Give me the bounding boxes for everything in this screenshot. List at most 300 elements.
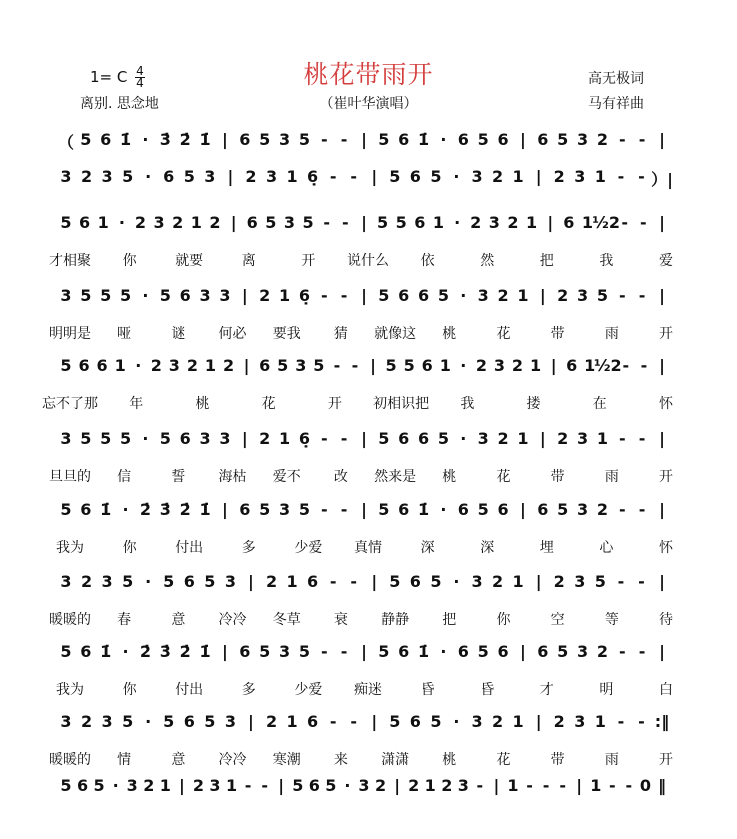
lyric-word: 心: [599, 540, 614, 556]
note: 3: [209, 776, 221, 795]
lyric-word: 多: [241, 682, 256, 698]
note: 6: [183, 712, 195, 731]
note: 2: [497, 286, 509, 305]
note: ·: [460, 429, 467, 448]
lyric-word: 怀: [659, 540, 673, 556]
note: 1̇: [199, 130, 211, 149]
note: 3: [283, 213, 296, 232]
barline: |: [370, 356, 376, 375]
barline: |: [550, 356, 557, 375]
note: -: [617, 167, 625, 186]
barline: |: [394, 776, 401, 795]
note: ·: [122, 500, 129, 519]
note: -: [638, 500, 646, 519]
note: ½2: [593, 356, 622, 375]
note: 6: [537, 500, 549, 519]
note: 1: [526, 213, 538, 232]
note: 6: [308, 776, 320, 795]
notation-line: [0, 286, 737, 310]
note: 2: [265, 712, 278, 731]
note: 5: [93, 776, 105, 795]
lyric-word: 付出: [175, 682, 204, 698]
note: 2: [408, 776, 420, 795]
note: 2̇: [179, 130, 191, 149]
note: 2: [596, 130, 608, 149]
note: 5: [277, 356, 289, 375]
note: 5: [557, 642, 569, 661]
lyric-word: 桃: [442, 469, 457, 485]
notation-line: [0, 572, 737, 596]
note: 6̣: [298, 286, 310, 305]
note: 2: [192, 776, 205, 795]
note: 5: [265, 213, 277, 232]
lyric-word: 开: [659, 326, 673, 342]
note: 6: [239, 130, 251, 149]
barline: |: [659, 429, 665, 448]
note: 5: [159, 286, 171, 305]
note: 2̇: [139, 642, 152, 661]
note: 3: [199, 429, 211, 448]
note: 5: [395, 213, 407, 232]
note: 2: [80, 572, 93, 591]
lyrics-line: [0, 537, 737, 557]
note: 3: [477, 286, 489, 305]
note: -: [329, 167, 337, 186]
note: 2: [492, 712, 504, 731]
note: -: [340, 500, 348, 519]
note: 2: [209, 213, 221, 232]
note: -: [609, 776, 616, 795]
note: 3: [576, 500, 589, 519]
note: 6: [80, 642, 92, 661]
note: 6̣: [307, 167, 319, 186]
barline: |: [539, 429, 546, 448]
note: 3: [278, 500, 291, 519]
lyric-word: 开: [301, 253, 316, 269]
lyric-word: 花: [496, 326, 511, 342]
lyric-word: 春: [117, 612, 132, 628]
lyric-word: 谜: [171, 326, 186, 342]
barline: |: [361, 213, 367, 232]
note: 2: [259, 286, 271, 305]
note: 2: [507, 213, 519, 232]
lyric-word: 忘不了那: [42, 396, 98, 412]
barline: |: [659, 356, 665, 375]
note: 2: [511, 356, 524, 375]
key-label: 1= C: [90, 68, 128, 86]
lyric-word: 少爱: [294, 682, 323, 698]
note: 3: [60, 572, 72, 591]
barline: |: [371, 712, 378, 731]
note: 5: [122, 572, 134, 591]
lyric-word: 我: [460, 396, 475, 412]
song-title: 桃花带雨开: [303, 60, 434, 89]
barline: |: [248, 572, 254, 591]
note: 5: [430, 712, 442, 731]
note: -: [342, 213, 349, 232]
note: 2: [557, 429, 569, 448]
barline: |: [520, 642, 526, 661]
lyric-word: 哑: [117, 326, 132, 342]
note: 3: [168, 356, 180, 375]
lyric-word: 桃: [442, 752, 457, 768]
note: -: [622, 356, 630, 375]
note: 1: [581, 213, 594, 232]
note: 6: [100, 130, 112, 149]
note: 1: [278, 286, 291, 305]
note: 2: [497, 429, 509, 448]
note: 6: [398, 429, 410, 448]
note: 3: [576, 429, 589, 448]
lyric-word: 寒潮: [272, 752, 301, 768]
note: 5: [378, 130, 390, 149]
note: -: [618, 642, 626, 661]
lyrics-line: [0, 323, 737, 343]
note: 6: [497, 130, 509, 149]
note: 3̇: [159, 642, 171, 661]
note: 3: [126, 776, 138, 795]
note: 6: [307, 572, 319, 591]
note: 5: [298, 500, 310, 519]
barline: |: [659, 130, 665, 149]
lyric-word: 深: [480, 540, 495, 556]
lyric-word: 爱不: [272, 469, 301, 485]
note: -: [261, 776, 268, 795]
note: 3: [471, 712, 483, 731]
note: 2: [441, 776, 453, 795]
note: 6: [307, 712, 319, 731]
note: 2: [596, 642, 608, 661]
note: 6: [239, 500, 251, 519]
score-line: [0, 167, 737, 199]
barline: |: [659, 286, 665, 305]
note: 1: [517, 286, 529, 305]
lyric-word: 在: [592, 396, 607, 412]
note: 6: [398, 286, 410, 305]
note: 6: [409, 572, 421, 591]
note: -: [340, 429, 348, 448]
notation-line: [0, 776, 737, 800]
note: 3: [471, 167, 483, 186]
lyric-word: 白: [659, 682, 673, 698]
note: -: [350, 167, 358, 186]
score-line: [0, 356, 737, 412]
note: 2: [553, 712, 565, 731]
lyric-word: 我为: [56, 540, 84, 556]
note: 5: [477, 642, 489, 661]
note: 3: [199, 286, 211, 305]
note: 6: [183, 572, 195, 591]
note: -: [244, 776, 252, 795]
lyric-word: 来: [333, 752, 348, 768]
barline: |: [361, 642, 367, 661]
lyric-word: 才相聚: [49, 253, 91, 269]
lyric-word: 怀: [659, 396, 673, 412]
lyric-word: 桃: [442, 326, 457, 342]
note: 6: [179, 286, 191, 305]
note: 6: [80, 500, 92, 519]
lyric-word: 说什么: [347, 253, 389, 269]
note: 1: [596, 429, 608, 448]
note: ·: [118, 213, 125, 232]
note: 1: [594, 712, 606, 731]
note: 1: [286, 167, 298, 186]
lyric-word: 我: [599, 253, 614, 269]
note: 2: [172, 213, 184, 232]
lyric-word: 暖暖的: [49, 612, 91, 628]
note: 1: [432, 213, 445, 232]
lyric-word: 冷冷: [218, 612, 247, 628]
lyric-word: 你: [122, 682, 137, 698]
barline: |: [243, 356, 250, 375]
note: 5: [183, 167, 195, 186]
note: 5: [259, 130, 271, 149]
note: 5: [60, 356, 72, 375]
lyric-word: 花: [261, 396, 276, 412]
note: 6: [457, 642, 469, 661]
time-bottom: 4: [136, 76, 144, 90]
note: 6: [163, 167, 175, 186]
note: 3: [60, 712, 72, 731]
note: 3: [278, 642, 291, 661]
note: 1: [512, 572, 524, 591]
lyric-word: 静静: [381, 612, 410, 628]
lyric-word: 空: [550, 612, 565, 628]
note: -: [320, 429, 328, 448]
note: 1̇: [418, 642, 430, 661]
note: 6: [179, 429, 191, 448]
note: 2: [553, 572, 565, 591]
note: 6: [398, 642, 410, 661]
note: 3̇: [159, 500, 171, 519]
note: 2: [150, 356, 162, 375]
note: 1: [507, 776, 519, 795]
note: 2̇: [139, 500, 152, 519]
note: 1: [424, 776, 436, 795]
note: 5: [313, 356, 325, 375]
lyric-word: 把: [442, 612, 457, 628]
note: 3: [101, 572, 113, 591]
lyric-word: 花: [496, 469, 511, 485]
note: 2: [492, 572, 504, 591]
note: -: [618, 286, 626, 305]
note: 5: [437, 429, 450, 448]
lyric-word: 埋: [539, 540, 554, 556]
barline: |: [535, 167, 542, 186]
note: ·: [142, 429, 149, 448]
key-signature: [90, 66, 145, 89]
note: 3: [101, 167, 113, 186]
lyrics-line: [0, 749, 737, 769]
barline: |: [361, 500, 367, 519]
barline: |: [659, 572, 665, 591]
lyric-word: 旦旦的: [49, 469, 91, 485]
time-signature: [135, 66, 145, 89]
lyric-word: 才: [539, 682, 554, 698]
note: 1: [529, 356, 542, 375]
lyric-word: 信: [117, 469, 132, 485]
notation-line: [0, 167, 737, 191]
note: ·: [440, 642, 447, 661]
note: 5: [292, 776, 304, 795]
notation-line: [0, 642, 737, 666]
note: 2̇: [179, 500, 191, 519]
note: ·: [460, 356, 467, 375]
note: 5: [163, 572, 175, 591]
lyric-word: 桃: [195, 396, 210, 412]
note: 6: [246, 213, 258, 232]
note: 3: [488, 213, 500, 232]
note: -: [350, 712, 358, 731]
note: 1: [190, 213, 202, 232]
barline: |: [222, 642, 228, 661]
note: 5: [80, 130, 92, 149]
note: 6: [418, 286, 430, 305]
note: 1: [512, 167, 524, 186]
note: ·: [112, 776, 119, 795]
score-line: [0, 130, 737, 162]
note: -: [621, 213, 629, 232]
barline: |: [248, 712, 254, 731]
note: 5: [298, 642, 310, 661]
lyric-word: 雨: [604, 752, 619, 768]
note: -: [640, 356, 648, 375]
barline: |: [535, 572, 542, 591]
note: 5: [80, 429, 92, 448]
note: ·: [440, 130, 447, 149]
lyrics-line: [0, 393, 737, 413]
note: 5: [389, 572, 401, 591]
note: 1̇: [100, 500, 112, 519]
note: 6: [537, 642, 549, 661]
barline: |: [547, 213, 554, 232]
note: 1: [594, 167, 606, 186]
note: 6: [78, 356, 90, 375]
note: -: [329, 572, 337, 591]
lyric-word: 意: [171, 752, 186, 768]
note: 6: [259, 356, 271, 375]
barline: |: [178, 776, 185, 795]
note: -: [638, 130, 646, 149]
lyrics-line: [0, 679, 737, 699]
lyrics-line: [0, 250, 737, 270]
lyric-word: 情: [117, 752, 132, 768]
note: 2: [143, 776, 155, 795]
lyric-word: 花: [496, 752, 511, 768]
note: 6: [457, 130, 469, 149]
barline: |: [278, 776, 285, 795]
note: -: [323, 213, 331, 232]
note: -: [340, 642, 348, 661]
score-line: [0, 776, 737, 808]
note: 5: [477, 500, 489, 519]
time-top: 4: [136, 64, 144, 78]
note: 5: [60, 500, 72, 519]
note: 5: [594, 572, 606, 591]
note: 5: [100, 286, 112, 305]
note: 5: [325, 776, 337, 795]
note: 1: [278, 429, 291, 448]
note: 5: [378, 642, 390, 661]
note: ·: [440, 500, 447, 519]
note: ·: [344, 776, 351, 795]
barline: |: [227, 167, 234, 186]
note: 3: [576, 286, 589, 305]
note: ‖: [658, 776, 666, 795]
note: -: [542, 776, 550, 795]
note: 6: [563, 213, 575, 232]
lyric-word: 冬草: [272, 612, 301, 628]
note: 6: [79, 213, 91, 232]
note: 5: [80, 286, 92, 305]
note: -: [320, 286, 328, 305]
lyric-word: 雨: [604, 326, 619, 342]
barline: |: [659, 642, 665, 661]
barline: |: [659, 213, 665, 232]
lyric-word: 带: [550, 326, 565, 342]
note: 1̇: [418, 130, 430, 149]
note: 1: [439, 356, 451, 375]
barline: |: [222, 500, 228, 519]
note: 2: [470, 213, 482, 232]
note: 2: [553, 167, 565, 186]
note: 2: [596, 500, 608, 519]
note: -: [638, 167, 645, 186]
note: 6: [414, 213, 426, 232]
note: 3: [358, 776, 370, 795]
note: 6: [409, 167, 421, 186]
lyric-word: 昏: [480, 682, 495, 698]
note: -: [320, 500, 328, 519]
note: 1̇: [199, 500, 211, 519]
barline: |: [361, 286, 367, 305]
composer-credit: 马有祥曲: [588, 96, 644, 112]
note: 3: [204, 167, 216, 186]
note: 3: [224, 572, 236, 591]
lyric-word: 搂: [526, 396, 541, 412]
barline: |: [361, 429, 367, 448]
note: 3: [576, 130, 589, 149]
note: -: [333, 356, 341, 375]
note: 2: [245, 167, 257, 186]
note: 1: [97, 213, 109, 232]
note: 3: [219, 286, 231, 305]
score-line: [0, 213, 737, 269]
note: -: [320, 130, 328, 149]
note: 5: [596, 286, 608, 305]
note: 0: [639, 776, 652, 795]
note: -: [638, 572, 645, 591]
note: 3: [477, 429, 489, 448]
notation-line: [0, 130, 737, 154]
lyric-word: 等: [604, 612, 619, 628]
barline: |: [535, 712, 542, 731]
note: :‖: [654, 712, 670, 731]
lyric-word: 要我: [272, 326, 301, 342]
note: 5: [204, 572, 216, 591]
note: 3: [574, 167, 586, 186]
note: 5: [389, 167, 401, 186]
score-line: [0, 712, 737, 768]
lyric-word: 就像这: [374, 326, 417, 342]
note: 1̇: [100, 642, 112, 661]
note: ·: [145, 572, 152, 591]
note: 2: [374, 776, 387, 795]
note: 3: [224, 712, 236, 731]
note: -: [638, 286, 646, 305]
lyric-word: 明明是: [49, 326, 91, 342]
note: -: [638, 712, 645, 731]
